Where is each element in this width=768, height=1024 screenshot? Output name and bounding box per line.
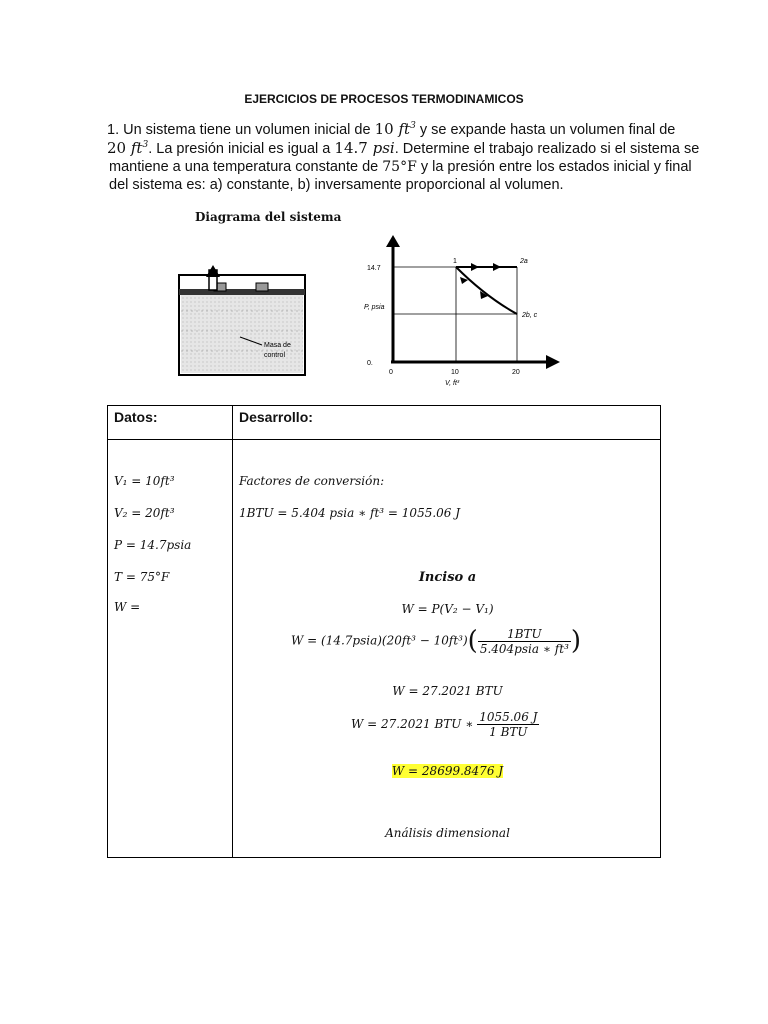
desarrollo-cell bbox=[233, 440, 661, 858]
eq-work-definition: W = P(V₂ − V₁) bbox=[401, 602, 494, 616]
mass-label-2: control bbox=[264, 352, 286, 359]
math-temperature: 75°F bbox=[382, 159, 417, 175]
problem-line-1 bbox=[107, 120, 675, 138]
pv-chart bbox=[364, 235, 560, 387]
problem-text: . La presión inicial es igual a bbox=[148, 141, 331, 157]
math-volume-final: 20 $ft^3$ bbox=[107, 139, 149, 157]
datos-header: Datos: bbox=[114, 409, 158, 425]
page-title: EJERCICIOS DE PROCESOS TERMODINAMICOS bbox=[244, 92, 524, 106]
dato-t: T = 75°F bbox=[114, 570, 170, 584]
analisis-dimensional-label: Análisis dimensional bbox=[385, 826, 510, 840]
mass-label-1: Masa de bbox=[264, 342, 291, 349]
point-1-label: 1 bbox=[453, 258, 457, 265]
y-axis-label: P, psia bbox=[364, 304, 385, 311]
problem-line-2 bbox=[107, 139, 699, 157]
problem-line-4: del sistema es: a) constante, b) inversamente proporcional al volumen. bbox=[109, 177, 564, 193]
dato-p: P = 14.7psia bbox=[114, 538, 192, 552]
diagram-title: Diagrama del sistema bbox=[195, 210, 342, 224]
x-tick-0: 0 bbox=[389, 369, 393, 376]
system-diagram bbox=[170, 225, 570, 395]
dato-v1: V₁ = 10ft³ bbox=[114, 474, 175, 488]
x-axis-label: V, ft³ bbox=[445, 380, 460, 387]
problem-line-3 bbox=[109, 159, 692, 175]
piston-cylinder bbox=[179, 265, 305, 375]
problem-text: y la presión entre los estados inicial y final bbox=[420, 159, 692, 175]
datos-cell bbox=[108, 440, 233, 858]
point-2a-label: 2a bbox=[520, 258, 528, 265]
dato-w: W = bbox=[114, 600, 141, 614]
math-volume-initial: 10 $ft^3$ bbox=[374, 120, 416, 138]
eq-work-conversion: W = 27.2021 BTU ∗ $\frac{1055.06 J}{\text{1 BTU}}$ bbox=[351, 710, 538, 739]
inciso-a-heading: Inciso a bbox=[418, 570, 477, 585]
datos-header-cell bbox=[108, 406, 233, 440]
point-2bc-label: 2b, c bbox=[522, 312, 538, 319]
problem-text: 1. Un sistema tiene un volumen inicial de bbox=[107, 122, 371, 138]
y-tick-14-7: 14.7 bbox=[367, 265, 381, 272]
conversion-eq: 1BTU = 5.404 psia ∗ ft³ = 1055.06 J bbox=[239, 506, 461, 520]
problem-text: . Determine el trabajo realizado si el sistema se bbox=[394, 141, 700, 157]
problem-text: y se expande hasta un volumen final de bbox=[419, 122, 676, 138]
highlighted-result: W = 28699.8476 J bbox=[391, 764, 504, 778]
work-table bbox=[107, 405, 661, 858]
factores-label: Factores de conversión: bbox=[239, 474, 385, 488]
desarrollo-header-cell bbox=[233, 406, 661, 440]
eq-work-btu: W = 27.2021 BTU bbox=[392, 684, 503, 698]
problem-text: mantiene a una temperatura constante de bbox=[109, 159, 379, 175]
desarrollo-header: Desarrollo: bbox=[239, 409, 313, 425]
dato-v2: V₂ = 20ft³ bbox=[114, 506, 175, 520]
y-tick-0: 0. bbox=[367, 360, 373, 367]
x-tick-20: 20 bbox=[512, 369, 520, 376]
eq-work-substitution: W = (14.7psia)(20ft³ − 10ft³)( $\frac{\text{1BTU}}{\text{5.404psia ∗ ft³}}$ ) bbox=[291, 626, 582, 656]
result-wrap bbox=[233, 764, 662, 778]
x-tick-10: 10 bbox=[451, 369, 459, 376]
math-pressure: 14.7 psi bbox=[334, 139, 395, 157]
